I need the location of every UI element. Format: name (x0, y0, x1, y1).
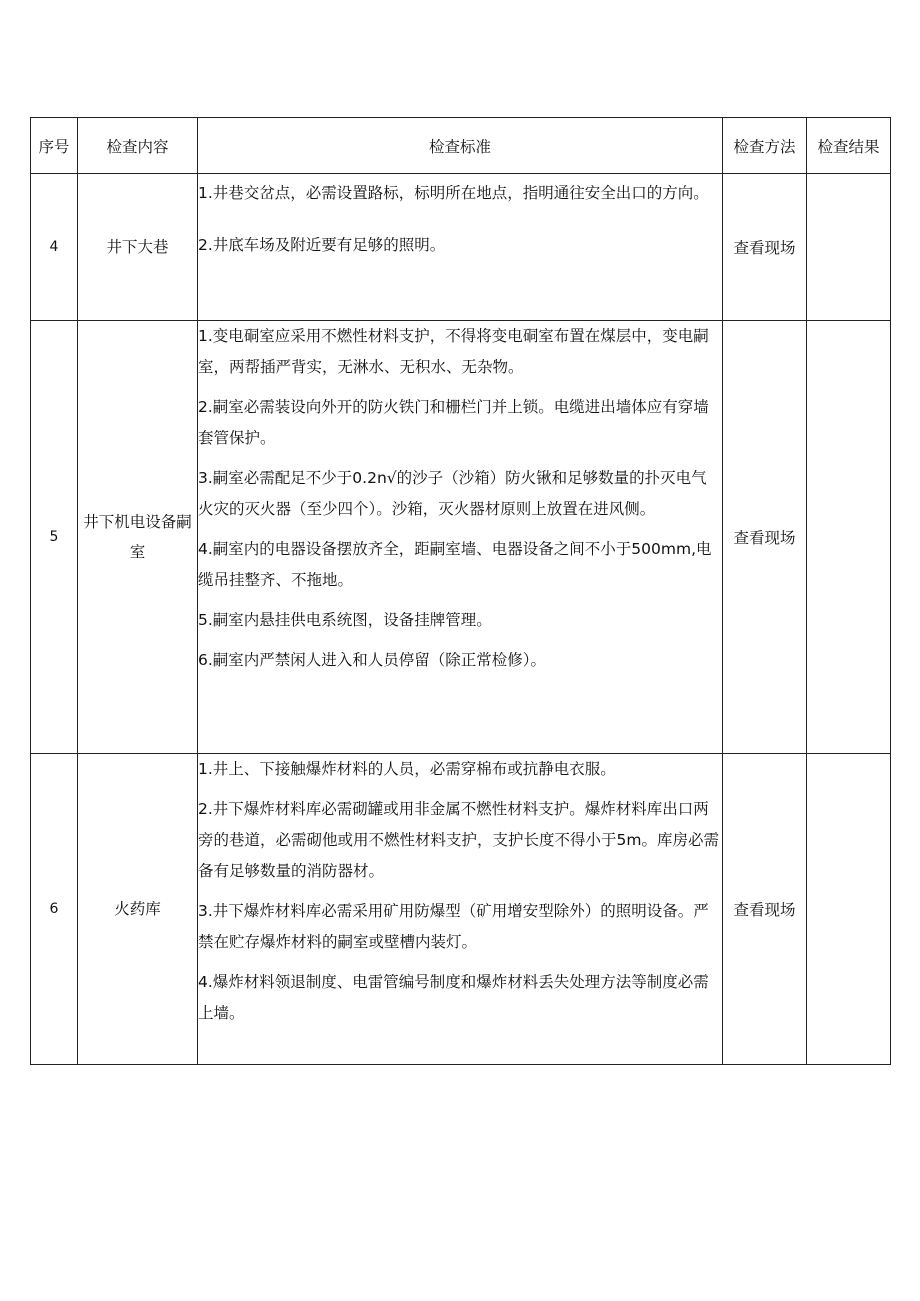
row-method: 查看现场 (723, 754, 807, 1065)
header-number: 序号 (31, 118, 78, 174)
row-item: 井下机电设备嗣室 (78, 321, 198, 754)
inspection-table (30, 117, 891, 1065)
standard-text: 1.变电硐室应采用不燃性材料支护，不得将变电硐室布置在煤层中，变电嗣室，两帮插严背实，无淋水、无积水、无杂物。 (198, 327, 709, 376)
row-result (807, 321, 891, 754)
row-item: 井下大巷 (78, 174, 198, 321)
standard-text: 5.嗣室内悬挂供电系统图，设备挂牌管理。 (198, 611, 492, 629)
row-number: 4 (31, 174, 78, 321)
standard-text: 2.井底车场及附近要有足够的照明。 (198, 236, 446, 254)
standard-text: 3.嗣室必需配足不少于0.2n√的沙子（沙箱）防火锹和足够数量的扑灭电气火灾的灭火器（至少四个）。沙箱，灭火器材原则上放置在进风侧。 (198, 469, 707, 518)
standard-text: 4.爆炸材料领退制度、电雷管编号制度和爆炸材料丢失处理方法等制度必需上墙。 (198, 973, 709, 1022)
header-row (31, 118, 891, 174)
table-row (31, 174, 891, 321)
standard-text: 1.井巷交岔点，必需设置路标，标明所在地点，指明通往安全出口的方向。 (198, 184, 709, 202)
table-row (31, 321, 891, 754)
row-standards (198, 321, 723, 754)
row-method: 查看现场 (723, 174, 807, 321)
row-item: 火药库 (78, 754, 198, 1065)
standard-text: 6.嗣室内严禁闲人进入和人员停留（除正常检修）。 (198, 651, 547, 669)
row-result (807, 174, 891, 321)
row-number: 5 (31, 321, 78, 754)
standard-text: 1.井上、下接触爆炸材料的人员，必需穿棉布或抗静电衣服。 (198, 760, 616, 778)
standard-text: 3.井下爆炸材料库必需采用矿用防爆型（矿用增安型除外）的照明设备。严禁在贮存爆炸材料的嗣室或壁槽内装灯。 (198, 902, 709, 951)
header-method: 检查方法 (723, 118, 807, 174)
header-item: 检查内容 (78, 118, 198, 174)
row-number: 6 (31, 754, 78, 1065)
row-standards (198, 174, 723, 321)
standard-text: 2.井下爆炸材料库必需砌罐或用非金属不燃性材料支护。爆炸材料库出口两旁的巷道，必需砌他或用不燃性材料支护，支护长度不得小于5m。库房必需备有足够数量的消防器材。 (198, 800, 719, 880)
header-standard: 检查标准 (198, 118, 723, 174)
standard-text: 4.嗣室内的电器设备摆放齐全，距嗣室墙、电器设备之间不小于500mm,电缆吊挂整齐、不拖地。 (198, 540, 712, 589)
standard-text: 2.嗣室必需装设向外开的防火铁门和栅栏门并上锁。电缆进出墙体应有穿墙套管保护。 (198, 398, 709, 447)
row-method: 查看现场 (723, 321, 807, 754)
table-row (31, 754, 891, 1065)
header-result: 检查结果 (807, 118, 891, 174)
row-result (807, 754, 891, 1065)
row-standards (198, 754, 723, 1065)
